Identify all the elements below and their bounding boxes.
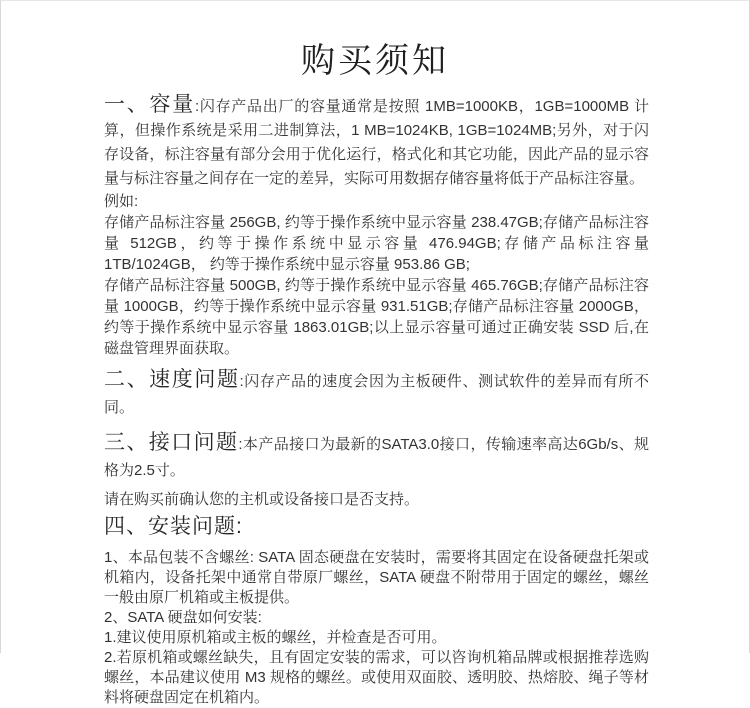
section-capacity-heading: 一、容量 (104, 93, 195, 116)
install-item-how-to: 2、SATA 硬盘如何安装: (104, 609, 262, 626)
section-install-heading: 四、安装问题: (104, 515, 243, 538)
notice-content (104, 93, 649, 708)
section-speed-paragraph (104, 367, 649, 421)
section-interface-body: :本产品接口为最新的SATA3.0接口，传输速率高达6Gb/s、规格为2.5寸。 (104, 436, 649, 479)
page-title: 购买须知 (301, 42, 449, 80)
section-interface-heading: 三、接口问题 (104, 431, 239, 454)
install-item-no-screws: 1、本品包装不含螺丝: SATA 固态硬盘在安装时，需要将其固定在设备硬盘托架或机箱内，设备托架中通常自带原厂螺丝，SATA 硬盘不附带用于固定的螺丝，螺丝一般由原厂机箱或主板提供。 (104, 549, 649, 606)
capacity-example-label: 例如: (104, 193, 139, 210)
capacity-example-block-1: 存储产品标注容量 256GB, 约等于操作系统中显示容量 238.47GB;存储产品标注容量 512GB，约等于操作系统中显示容量 476.94GB;存储产品标注容量 1TB/1024GB， 约等于操作系统中显示容量 953.86 GB; (104, 214, 649, 273)
section-capacity-body: :闪存产品出厂的容量通常是按照 1MB=1000KB，1GB=1000MB 计算，但操作系统是采用二进制算法，1 MB=1024KB, 1GB=1024MB;另外，对于闪存设备，标注容量有部分会用于优化运行，格式化和其它功能，因此产品的显示容量与标注容量之间存在一定的差异，实际可用数据存储容量将低于产品标注容量。 (104, 98, 649, 187)
section-speed-body: :闪存产品的速度会因为主板硬件、测试软件的差异而有所不同。 (104, 373, 649, 416)
interface-confirm-note: 请在购买前确认您的主机或设备接口是否支持。 (104, 491, 420, 508)
section-install-heading-row (104, 514, 649, 542)
install-item-use-original-screws: 1.建议使用原机箱或主板的螺丝，并检查是否可用。 (104, 629, 447, 646)
capacity-example-block-2: 存储产品标注容量 500GB, 约等于操作系统中显示容量 465.76GB;存储产品标注容量 1000GB，约等于操作系统中显示容量 931.51GB;存储产品标注容量 2000GB， 约等于操作系统中显示容量 1863.01GB;以上显示容量可通过正确安装 SSD 后,在磁盘管理界面获取。 (104, 277, 649, 357)
section-capacity-paragraph (104, 93, 649, 191)
install-item-missing-screws: 2.若原机箱或螺丝缺失，且有固定安装的需求，可以咨询机箱品牌或根据推荐选购螺丝，本品建议使用 M3 规格的螺丝。或使用双面胶、透明胶、热熔胶、绳子等材料将硬盘固定在机箱内。 (104, 649, 649, 706)
section-interface-paragraph (104, 430, 649, 484)
section-speed-heading: 二、速度问题 (104, 368, 240, 391)
